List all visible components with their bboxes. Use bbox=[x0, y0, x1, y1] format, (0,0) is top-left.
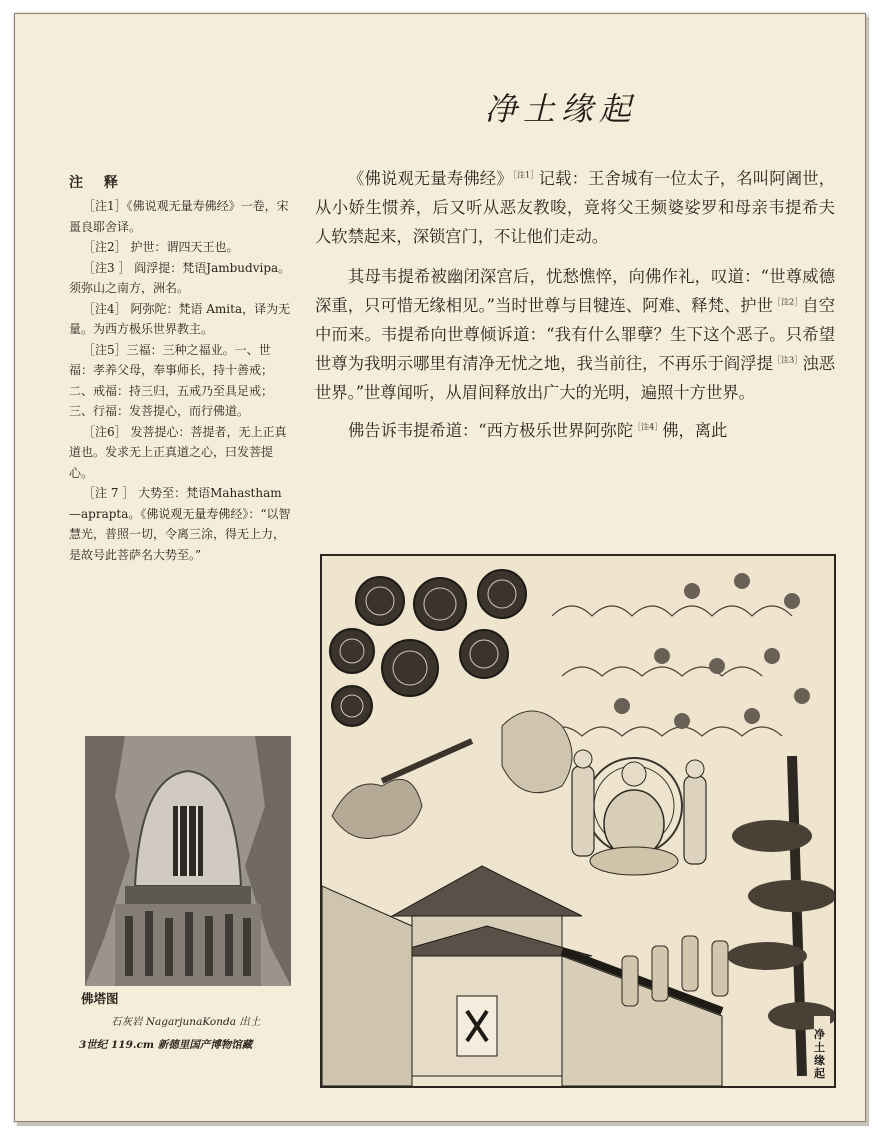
page-title: 净土缘起 bbox=[485, 90, 638, 128]
paragraph-3: 佛告诉韦提希道：“西方极乐世界阿弥陀$^{[注4]}$佛，离此 bbox=[348, 421, 728, 440]
notes-heading: 注 释 bbox=[69, 175, 126, 191]
photo-caption: 佛塔图 bbox=[81, 991, 119, 1006]
footnote-ref-2: ［注2］ bbox=[773, 297, 803, 307]
photo-date-location: 3世纪 119.cm 新德里国产博物馆藏 bbox=[79, 1039, 253, 1051]
note-3: ［注3 ］ 阎浮提：梵语Jambudvipa。须弥山之南方，洲名。 bbox=[69, 260, 291, 295]
note-7: ［注 7 ］ 大势至：梵语Mahastham—aprapta。《佛说观无量寿佛经》：“以智慧光，普照一切，令离三涂，得无上力，是故号此菩萨名大势至。” bbox=[69, 486, 291, 562]
illustration-inscription: 净土缘起 bbox=[814, 1028, 825, 1080]
scanned-page bbox=[14, 13, 866, 1122]
paragraph-1: 《佛说观无量寿佛经》$^{[注1]}$记载：王舍城有一位太子，名叫阿阇世，从小娇生惯养，后又听从恶友教唆，竟将父王频婆娑罗和母亲韦提希夫人软禁起来，深锁宫门，不让他们走动。 bbox=[315, 169, 835, 246]
note-5: ［注5］三福：三种之福业。一、世福：孝养父母，奉事师长，持十善戒；二、戒福：持三归，五戒乃至具足戒；三、行福：发菩提心，而行佛道。 bbox=[69, 342, 274, 418]
paragraph-2: 其母韦提希被幽闭深宫后，忧愁憔悴，向佛作礼，叹道：“世尊威德深重，只可惜无缘相见。”当时世尊与目犍连、阿难、释梵、护世$^{[注2]}$自空中而来。韦提希向世尊倾诉道：“我有什么罪孽？生下这个恶子。只希望世尊为我明示哪里有清净无忧之地，我当前往，不再乐于阎浮提$^{[注3]}$浊恶世界。”世尊闻听，从眉间释放出广大的光明，遍照十方世界。 bbox=[315, 267, 835, 402]
main-text bbox=[315, 164, 835, 454]
woodblock-illustration bbox=[320, 554, 836, 1088]
stupa-relief-graphic bbox=[85, 736, 291, 986]
note-2: ［注2］ 护世：谓四天王也。 bbox=[83, 240, 239, 254]
footnote-ref-4: ［注4］ bbox=[633, 422, 663, 432]
notes-column bbox=[69, 172, 291, 565]
footnote-ref-1: ［注1］ bbox=[512, 170, 539, 180]
photo-material-provenance: 石灰岩 NagarjunaKonda 出土 bbox=[111, 1016, 261, 1028]
note-4: ［注4］ 阿弥陀：梵语 Amita，译为无量。为西方极乐世界教主。 bbox=[69, 301, 291, 336]
pure-land-scene bbox=[322, 556, 834, 1086]
stupa-photo bbox=[85, 736, 291, 986]
note-1: ［注1］《佛说观无量寿佛经》一卷，宋畺良耶舍译。 bbox=[69, 199, 289, 234]
note-6: ［注6］ 发菩提心：菩提者，无上正真道也。发求无上正真道之心，曰发菩提心。 bbox=[69, 424, 287, 480]
footnote-ref-3: ［注3］ bbox=[772, 355, 803, 365]
